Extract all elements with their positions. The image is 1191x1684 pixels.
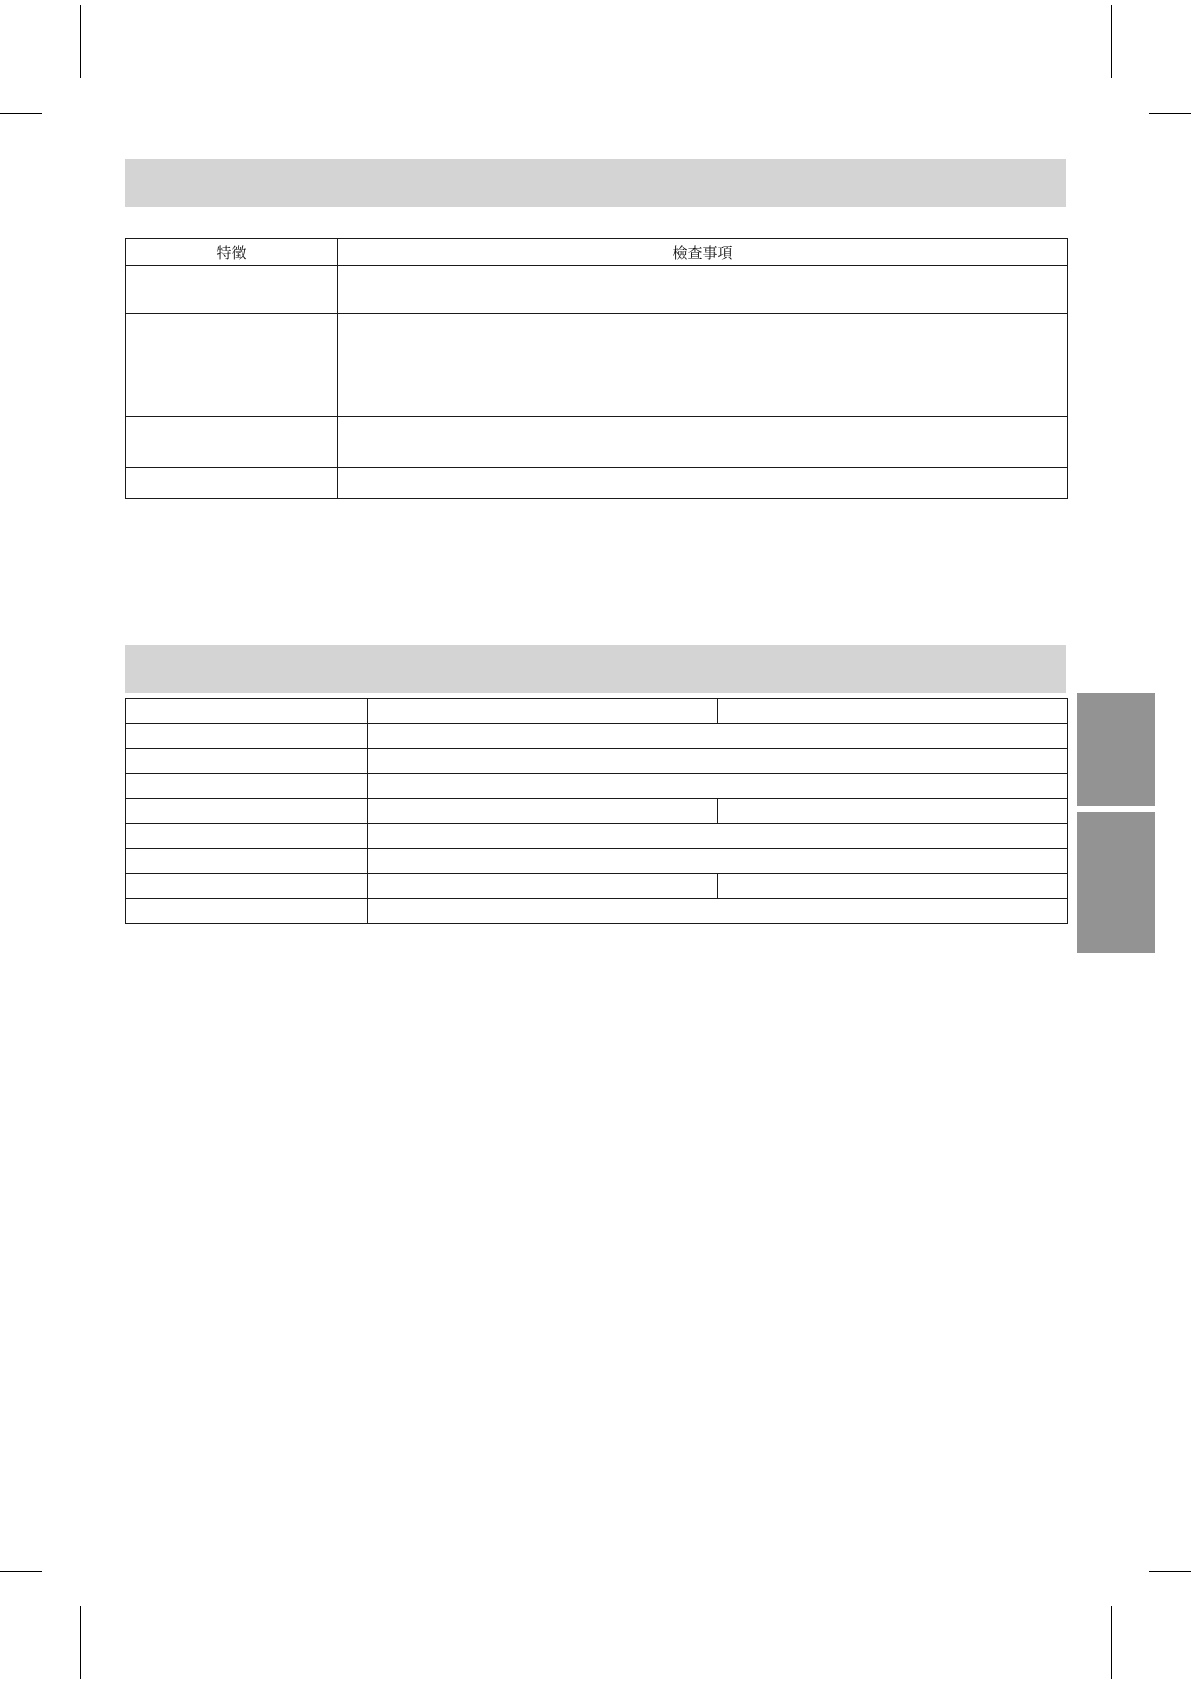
crop-mark-top-left-vertical — [80, 5, 81, 78]
table-row — [126, 899, 1068, 924]
check-items-column-header: 檢查事項 — [338, 239, 1068, 266]
spec-value-cell — [368, 899, 1068, 924]
symptom-cell — [126, 266, 338, 314]
table-header-row — [126, 239, 1068, 266]
specifications-section-bar — [125, 645, 1066, 693]
table-row — [126, 849, 1068, 874]
spec-value-cell — [368, 849, 1068, 874]
spec-value-cell — [718, 699, 1068, 724]
crop-mark-bottom-left-horizontal — [0, 1571, 42, 1572]
table-row — [126, 824, 1068, 849]
crop-mark-top-right-horizontal — [1149, 113, 1191, 114]
spec-value-cell — [368, 699, 718, 724]
spec-value-cell — [368, 724, 1068, 749]
crop-mark-top-left-horizontal — [0, 113, 42, 114]
check-items-cell — [338, 417, 1068, 468]
crop-mark-bottom-left-vertical — [80, 1606, 81, 1679]
spec-value-cell — [368, 874, 718, 899]
side-tab-upper — [1077, 693, 1155, 806]
crop-mark-bottom-right-horizontal — [1149, 1571, 1191, 1572]
check-items-cell — [338, 468, 1068, 499]
table-row — [126, 724, 1068, 749]
spec-label-cell — [126, 874, 368, 899]
crop-mark-bottom-right-vertical — [1111, 1606, 1112, 1679]
table-row — [126, 799, 1068, 824]
spec-value-cell — [368, 749, 1068, 774]
spec-label-cell — [126, 724, 368, 749]
spec-label-cell — [126, 849, 368, 874]
spec-value-cell — [368, 824, 1068, 849]
side-tab-lower — [1077, 812, 1155, 953]
spec-value-cell — [718, 874, 1068, 899]
spec-value-cell — [368, 774, 1068, 799]
table-row — [126, 468, 1068, 499]
spec-label-cell — [126, 899, 368, 924]
check-items-cell — [338, 314, 1068, 417]
spec-value-cell — [718, 799, 1068, 824]
table-row — [126, 774, 1068, 799]
specifications-table — [125, 698, 1068, 924]
troubleshooting-section-bar — [125, 159, 1066, 207]
troubleshooting-table — [125, 238, 1068, 499]
table-row — [126, 749, 1068, 774]
check-items-cell — [338, 266, 1068, 314]
symptom-cell — [126, 417, 338, 468]
spec-label-cell — [126, 799, 368, 824]
spec-label-cell — [126, 824, 368, 849]
table-row — [126, 266, 1068, 314]
table-row — [126, 699, 1068, 724]
spec-label-cell — [126, 699, 368, 724]
symptom-column-header: 特徵 — [126, 239, 338, 266]
spec-label-cell — [126, 774, 368, 799]
table-row — [126, 314, 1068, 417]
spec-value-cell — [368, 799, 718, 824]
symptom-cell — [126, 468, 338, 499]
symptom-cell — [126, 314, 338, 417]
crop-mark-top-right-vertical — [1111, 5, 1112, 78]
spec-label-cell — [126, 749, 368, 774]
table-row — [126, 417, 1068, 468]
table-row — [126, 874, 1068, 899]
